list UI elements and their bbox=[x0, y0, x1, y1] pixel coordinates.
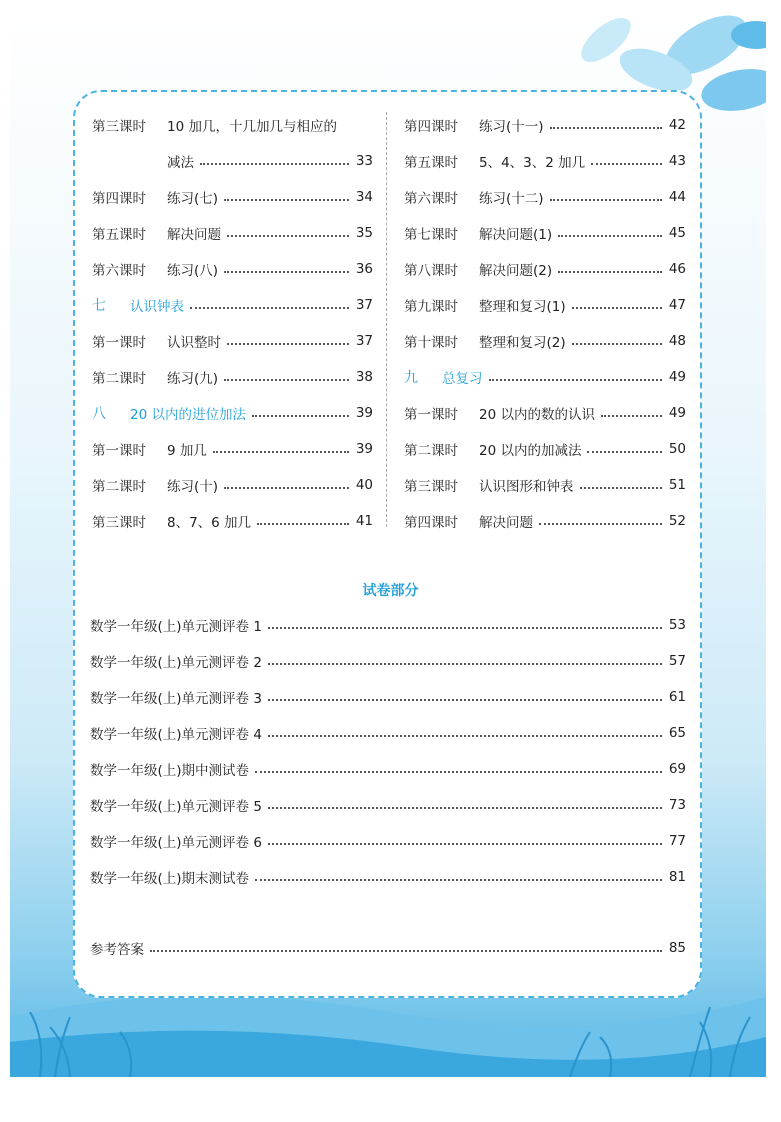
lesson-title: 20 以内的加减法 bbox=[479, 443, 582, 459]
lesson-title: 20 以内的数的认识 bbox=[479, 407, 595, 423]
lesson-label: 第一课时 bbox=[92, 335, 146, 351]
toc-lesson-entry[interactable] bbox=[404, 295, 686, 315]
lesson-label: 第三课时 bbox=[92, 119, 146, 135]
leader-dots bbox=[257, 523, 349, 525]
toc-lesson-entry[interactable] bbox=[92, 367, 373, 387]
lesson-label: 第一课时 bbox=[92, 443, 146, 459]
lesson-label: 第四课时 bbox=[404, 119, 458, 135]
page-number: 40 bbox=[355, 477, 373, 493]
leader-dots bbox=[558, 235, 662, 237]
lesson-title: 解决问题(2) bbox=[479, 263, 553, 279]
answers-entry[interactable] bbox=[90, 938, 686, 958]
leader-dots bbox=[255, 879, 662, 881]
leader-dots bbox=[587, 451, 662, 453]
toc-lesson-entry[interactable] bbox=[404, 439, 686, 459]
page-number: 65 bbox=[668, 725, 686, 741]
test-title: 数学一年级(上)单元测评卷 5 bbox=[90, 799, 262, 815]
toc-lesson-entry[interactable] bbox=[92, 115, 373, 135]
page-number: 50 bbox=[668, 441, 686, 457]
test-entry[interactable] bbox=[90, 759, 686, 779]
page-number: 43 bbox=[668, 153, 686, 169]
lesson-title: 减法 bbox=[167, 155, 194, 171]
page-number: 81 bbox=[668, 869, 686, 885]
lesson-label: 第四课时 bbox=[404, 515, 458, 531]
page-number: 57 bbox=[668, 653, 686, 669]
test-entry[interactable] bbox=[90, 687, 686, 707]
toc-lesson-entry[interactable] bbox=[92, 439, 373, 459]
lesson-title: 8、7、6 加几 bbox=[167, 515, 252, 531]
page-number: 38 bbox=[355, 369, 373, 385]
leader-dots bbox=[224, 271, 349, 273]
leader-dots bbox=[550, 199, 662, 201]
page-number: 45 bbox=[668, 225, 686, 241]
entry-page: 85 bbox=[668, 940, 686, 956]
leader-dots bbox=[558, 271, 662, 273]
leader-dots bbox=[227, 343, 349, 345]
unit-number: 七 bbox=[92, 298, 106, 314]
leader-dots bbox=[489, 379, 663, 381]
page-number: 47 bbox=[668, 297, 686, 313]
test-entry[interactable] bbox=[90, 831, 686, 851]
leader-dots bbox=[550, 127, 662, 129]
leader-dots bbox=[150, 950, 662, 952]
page-number: 77 bbox=[668, 833, 686, 849]
page-number: 49 bbox=[668, 369, 686, 385]
test-title: 数学一年级(上)单元测评卷 2 bbox=[90, 655, 262, 671]
leader-dots bbox=[255, 771, 662, 773]
lesson-label: 第八课时 bbox=[404, 263, 458, 279]
leader-dots bbox=[268, 663, 662, 665]
leader-dots bbox=[591, 163, 662, 165]
toc-lesson-entry[interactable] bbox=[92, 475, 373, 495]
page-number: 46 bbox=[668, 261, 686, 277]
test-entry[interactable] bbox=[90, 651, 686, 671]
lesson-label: 第一课时 bbox=[404, 407, 458, 423]
toc-lesson-entry[interactable] bbox=[92, 187, 373, 207]
toc-lesson-entry[interactable] bbox=[92, 223, 373, 243]
lesson-title: 整理和复习(1) bbox=[479, 299, 566, 315]
toc-lesson-entry[interactable] bbox=[92, 511, 373, 531]
test-title: 数学一年级(上)期中测试卷 bbox=[90, 763, 250, 779]
leader-dots bbox=[227, 235, 349, 237]
lesson-title: 5、4、3、2 加几 bbox=[479, 155, 586, 171]
leader-dots bbox=[213, 451, 349, 453]
page-number: 33 bbox=[355, 153, 373, 169]
lesson-label: 第七课时 bbox=[404, 227, 458, 243]
leader-dots bbox=[572, 307, 662, 309]
lesson-title: 整理和复习(2) bbox=[479, 335, 566, 351]
lesson-label: 第五课时 bbox=[92, 227, 146, 243]
page-number: 69 bbox=[668, 761, 686, 777]
entry-title: 参考答案 bbox=[90, 942, 144, 958]
unit-title: 认识钟表 bbox=[130, 299, 184, 315]
test-entry[interactable] bbox=[90, 795, 686, 815]
test-entry[interactable] bbox=[90, 867, 686, 887]
page-number: 44 bbox=[668, 189, 686, 205]
lesson-title: 解决问题 bbox=[479, 515, 533, 531]
leader-dots bbox=[539, 523, 662, 525]
lesson-title: 练习(九) bbox=[167, 371, 219, 387]
page-number: 37 bbox=[355, 333, 373, 349]
page-number: 53 bbox=[668, 617, 686, 633]
page-number: 61 bbox=[668, 689, 686, 705]
test-entry[interactable] bbox=[90, 615, 686, 635]
page-number: 36 bbox=[355, 261, 373, 277]
toc-unit-entry[interactable] bbox=[404, 367, 686, 387]
toc-unit-entry[interactable] bbox=[92, 295, 373, 315]
lesson-title: 认识整时 bbox=[167, 335, 221, 351]
unit-number: 八 bbox=[92, 406, 106, 422]
leader-dots bbox=[268, 699, 662, 701]
lesson-label: 第六课时 bbox=[92, 263, 146, 279]
toc-lesson-entry[interactable] bbox=[404, 331, 686, 351]
page-number: 51 bbox=[668, 477, 686, 493]
column-divider bbox=[386, 112, 387, 527]
page-number: 35 bbox=[355, 225, 373, 241]
toc-lesson-entry[interactable] bbox=[92, 151, 373, 171]
toc-lesson-entry[interactable] bbox=[404, 115, 686, 135]
leader-dots bbox=[224, 199, 349, 201]
lesson-title: 练习(十) bbox=[167, 479, 219, 495]
page-number: 49 bbox=[668, 405, 686, 421]
leader-dots bbox=[580, 487, 663, 489]
lesson-title: 练习(十二) bbox=[479, 191, 544, 207]
test-title: 数学一年级(上)单元测评卷 1 bbox=[90, 619, 262, 635]
toc-lesson-entry[interactable] bbox=[92, 259, 373, 279]
page-number: 37 bbox=[355, 297, 373, 313]
test-title: 数学一年级(上)单元测评卷 4 bbox=[90, 727, 262, 743]
lesson-title: 解决问题 bbox=[167, 227, 221, 243]
leader-dots bbox=[268, 843, 662, 845]
lesson-title: 练习(七) bbox=[167, 191, 219, 207]
lesson-title: 练习(八) bbox=[167, 263, 219, 279]
toc-lesson-entry[interactable] bbox=[404, 511, 686, 531]
toc-lesson-entry[interactable] bbox=[404, 259, 686, 279]
leader-dots bbox=[200, 163, 349, 165]
leader-dots bbox=[601, 415, 662, 417]
page-number: 39 bbox=[355, 441, 373, 457]
lesson-label: 第二课时 bbox=[92, 371, 146, 387]
test-title: 数学一年级(上)单元测评卷 3 bbox=[90, 691, 262, 707]
leader-dots bbox=[252, 415, 349, 417]
page-number: 52 bbox=[668, 513, 686, 529]
unit-number: 九 bbox=[404, 370, 418, 386]
unit-title: 总复习 bbox=[442, 371, 483, 387]
toc-lesson-entry[interactable] bbox=[404, 475, 686, 495]
lesson-label: 第二课时 bbox=[92, 479, 146, 495]
page-number: 73 bbox=[668, 797, 686, 813]
page-number: 41 bbox=[355, 513, 373, 529]
lesson-label: 第三课时 bbox=[92, 515, 146, 531]
lesson-title: 9 加几 bbox=[167, 443, 207, 459]
test-entry[interactable] bbox=[90, 723, 686, 743]
lesson-label: 第五课时 bbox=[404, 155, 458, 171]
lesson-label: 第九课时 bbox=[404, 299, 458, 315]
lesson-title: 认识图形和钟表 bbox=[479, 479, 574, 495]
leader-dots bbox=[224, 487, 349, 489]
lesson-label: 第十课时 bbox=[404, 335, 458, 351]
lesson-label: 第六课时 bbox=[404, 191, 458, 207]
section-title: 试卷部分 bbox=[362, 583, 419, 599]
page-number: 39 bbox=[355, 405, 373, 421]
lesson-title: 解决问题(1) bbox=[479, 227, 553, 243]
lesson-label: 第二课时 bbox=[404, 443, 458, 459]
page-number: 34 bbox=[355, 189, 373, 205]
leader-dots bbox=[224, 379, 349, 381]
toc-lesson-entry[interactable] bbox=[404, 151, 686, 171]
leader-dots bbox=[268, 735, 662, 737]
toc-lesson-entry[interactable] bbox=[92, 331, 373, 351]
toc-unit-entry[interactable] bbox=[92, 403, 373, 423]
lesson-label: 第四课时 bbox=[92, 191, 146, 207]
unit-title: 20 以内的进位加法 bbox=[130, 407, 246, 423]
leader-dots bbox=[268, 807, 662, 809]
toc-lesson-entry[interactable] bbox=[404, 403, 686, 423]
lesson-label: 第三课时 bbox=[404, 479, 458, 495]
page-number: 48 bbox=[668, 333, 686, 349]
leader-dots bbox=[268, 627, 662, 629]
leader-dots bbox=[572, 343, 662, 345]
lesson-title: 10 加几，十几加几与相应的 bbox=[167, 119, 337, 135]
test-title: 数学一年级(上)单元测评卷 6 bbox=[90, 835, 262, 851]
test-title: 数学一年级(上)期末测试卷 bbox=[90, 871, 250, 887]
page-number: 42 bbox=[668, 117, 686, 133]
toc-lesson-entry[interactable] bbox=[404, 223, 686, 243]
toc-lesson-entry[interactable] bbox=[404, 187, 686, 207]
lesson-title: 练习(十一) bbox=[479, 119, 544, 135]
leader-dots bbox=[190, 307, 349, 309]
